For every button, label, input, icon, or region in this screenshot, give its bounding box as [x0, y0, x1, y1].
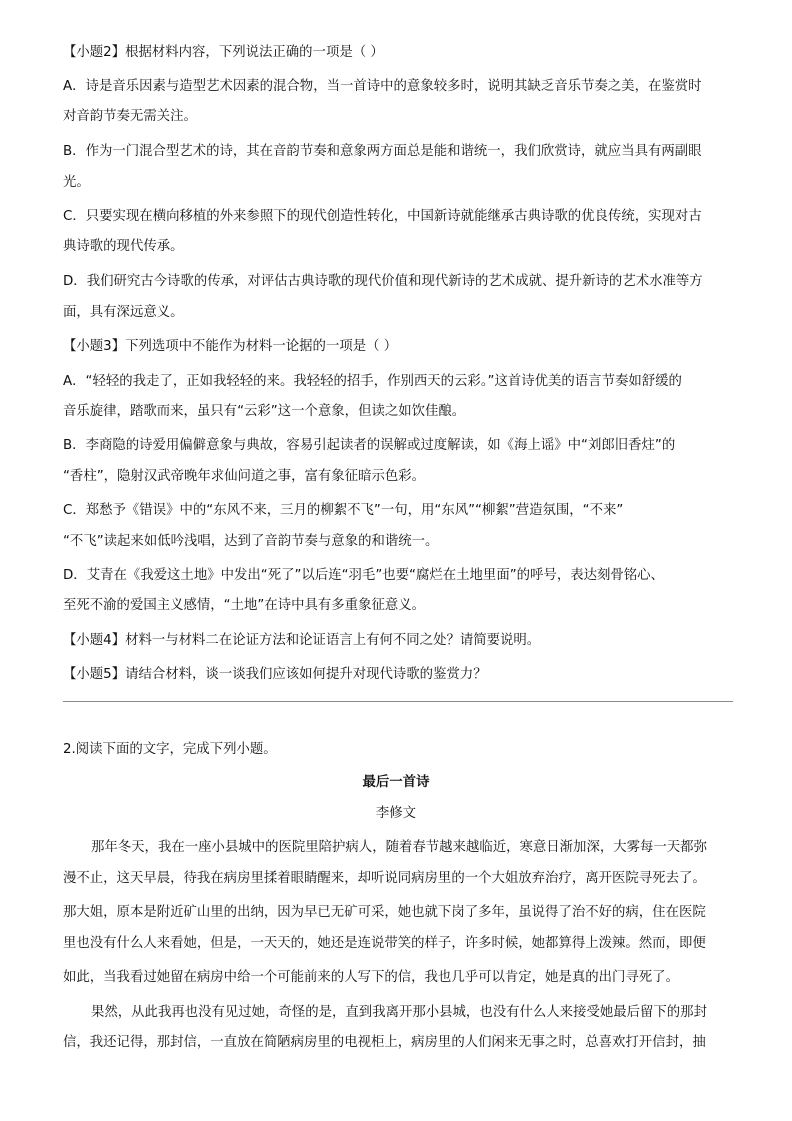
- question-5-stem: 【小题5】请结合材料，谈一谈我们应该如何提升对现代诗歌的鉴赏力？: [63, 667, 487, 682]
- section-2-instruction: 2.阅读下面的文字，完成下列小题。: [63, 742, 277, 757]
- paragraph-1-line-1: 那年冬天，我在一座小县城中的医院里陪护病人，随着春节越来越临近，寒意日渐加深，大雾每一天都弥: [91, 840, 707, 855]
- paragraph-1-line-5: 如此，当我看过她留在病房中给一个可能前来的人写下的信，我也几乎可以肯定，她是真的出门寻死了。: [63, 970, 679, 985]
- article-title: 最后一首诗: [362, 775, 430, 790]
- section-divider: [63, 701, 733, 702]
- paragraph-1-line-3: 那大姐，原本是附近矿山里的出纳，因为早已无矿可采，她也就下岗了多年，虽说得了治不好的病，住在医院: [63, 905, 706, 920]
- paragraph-2-line-2: 信，我还记得，那封信，一直放在简陋病房里的电视柜上，病房里的人们闲来无事之时，总喜欢打开信封，抽: [63, 1035, 706, 1050]
- q3-option-c-line-2: “不飞”读起来如低吟浅唱，达到了音韵节奏与意象的和谐统一。: [63, 534, 439, 549]
- q3-option-b-line-2: “香柱”，隐射汉武帝晚年求仙问道之事，富有象征暗示色彩。: [63, 469, 426, 484]
- q3-option-a-line-2: 音乐旋律，踏歌而来，虽只有“云彩”这一个意象，但读之如饮佳酿。: [63, 404, 466, 419]
- option-b-line-1: B．作为一门混合型艺术的诗，其在音韵节奏和意象两方面总是能和谐统一，我们欣赏诗，就应当具有两副眼: [63, 144, 702, 159]
- q3-option-d-line-1: D．艾青在《我爱这土地》中发出“死了”以后连“羽毛”也要“腐烂在土地里面”的呼号，表达刻骨铭心、: [63, 568, 664, 583]
- article-author: 李修文: [375, 806, 417, 821]
- q3-option-b-line-1: B．李商隐的诗爱用偏僻意象与典故，容易引起读者的误解或过度解读，如《海上谣》中“刘郎旧香炷”的: [63, 438, 676, 453]
- paragraph-1-line-2: 漫不止，这天早晨，待我在病房里揉着眼睛醒来，却听说同病房里的一个大姐放弃治疗，离开医院寻死去了。: [63, 871, 706, 886]
- option-c-line-1: C．只要实现在横向移植的外来参照下的现代创造性转化，中国新诗就能继承古典诗歌的优良传统，实现对古: [63, 209, 702, 224]
- q3-option-c-line-1: C．郑愁予《错误》中的“东风不来，三月的柳絮不飞”一句，用“东风”“柳絮”营造氛围，“不来”: [63, 503, 624, 518]
- option-a-line-2: 对音韵节奏无需关注。: [63, 109, 197, 124]
- question-3-stem: 【小题3】下列选项中不能作为材料一论据的一项是（ ）: [63, 339, 398, 354]
- option-c-line-2: 典诗歌的现代传承。: [63, 239, 184, 254]
- option-b-line-2: 光。: [63, 175, 90, 190]
- paragraph-2-line-1: 果然，从此我再也没有见过她，奇怪的是，直到我离开那小县城，也没有什么人来接受她最后留下的那封: [91, 1005, 707, 1020]
- q3-option-a-line-1: A．“轻轻的我走了，正如我轻轻的来。我轻轻的招手，作别西天的云彩。”这首诗优美的语言节奏如舒缓的: [63, 374, 682, 389]
- q3-option-d-line-2: 至死不渝的爱国主义感情，“土地”在诗中具有多重象征意义。: [63, 598, 426, 613]
- question-4-stem: 【小题4】材料一与材料二在论证方法和论证语言上有何不同之处？请简要说明。: [63, 633, 541, 648]
- paragraph-1-line-4: 里也没有什么人来看她，但是，一天天的，她还是连说带笑的样子，许多时候，她都算得上泼辣。然而，即便: [63, 936, 706, 951]
- option-d-line-2: 面，具有深远意义。: [63, 305, 184, 320]
- question-2-stem: 【小题2】根据材料内容，下列说法正确的一项是（ ）: [63, 45, 384, 60]
- option-a-line-1: A．诗是音乐因素与造型艺术因素的混合物，当一首诗中的意象较多时，说明其缺乏音乐节奏之美，在鉴赏时: [63, 79, 702, 94]
- option-d-line-1: D．我们研究古今诗歌的传承，对评估古典诗歌的现代价值和现代新诗的艺术成就、提升新诗的艺术水准等方: [63, 274, 703, 289]
